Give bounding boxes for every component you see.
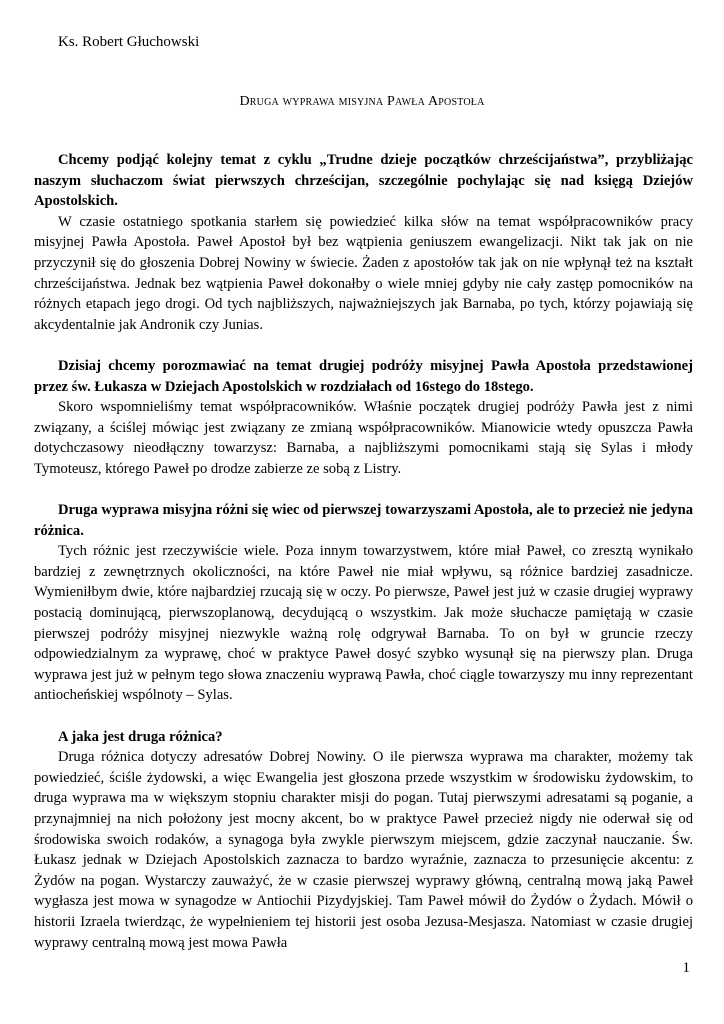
question-paragraph: Chcemy podjąć kolejny temat z cyklu „Trudne dzieje początków chrześcijaństwa”, przybliżając naszym słuchaczom świat pierwszych chrześcijan, szczególnie pochylając się nad księgą Dziejów Apostolskich. bbox=[34, 152, 693, 210]
question-paragraph: Druga wyprawa misyjna różni się wiec od pierwszej towarzyszami Apostoła, ale to przecież nie jedyna różnica. bbox=[34, 502, 693, 539]
question-paragraph: A jaka jest druga różnica? bbox=[58, 728, 223, 745]
page-number: 1 bbox=[682, 960, 690, 976]
body-paragraph: Tych różnic jest rzeczywiście wiele. Poza innym towarzystwem, które miał Paweł, co zresztą wynikało bardziej z zewnętrznych okoliczności, na które Paweł nie miał wpływu, są różnice bardziej zasadnicze. Wymieniłbym dwie, które najbardziej rzucają się w oczy. Po pierwsze, Paweł jest już w czasie drugiej wyprawy postacią dominującą, pierwszoplanową, decydującą o wszystkim. Jak może słuchacze pamiętają w czasie pierwszej podróży misyjnej niezwykle ważną rolę odgrywał Barnaba. To on był w gruncie rzeczy odpowiedzialnym za wyprawę, choć w praktyce Paweł dosyć szybko wysunął się na pierwszy plan. Druga wyprawa jest już w pełnym tego słowa znaczeniu wyprawą Pawła, choć ciągle towarzyszy mu inny reprezentant antiocheńskiej wspólnoty – Sylas. bbox=[34, 543, 693, 704]
author-name: Ks. Robert Głuchowski bbox=[58, 34, 200, 50]
body-paragraph: Skoro wspomnieliśmy temat współpracowników. Właśnie początek drugiej podróży Pawła jest z nimi związany, a ściślej mówiąc jest związany ze zmianą współpracowników. Mianowicie wtedy opuszcza Pawła dotychczasowy nieodłączny towarzysz: Barnaba, a najbliższymi pomocnikami stają się Sylas i młody Tymoteusz, którego Paweł po drodze zabierze ze sobą z Listry. bbox=[34, 399, 693, 477]
document-title: Druga wyprawa misyjna Pawła Apostoła bbox=[239, 94, 485, 109]
body-paragraph: W czasie ostatniego spotkania starłem się powiedzieć kilka słów na temat współpracowników pracy misyjnej Pawła Apostoła. Paweł Apostoł był bez wątpienia geniuszem ewangelizacji. Nikt tak jak on nie przyczynił się do głoszenia Dobrej Nowiny w świecie. Żaden z apostołów tak jak on nie wpłynął też na kształt chrześcijaństwa. Jednak bez wątpienia Paweł dokonałby o wiele mniej gdyby nie cały zastęp pomocników na różnych etapach jego drogi. Od tych najbliższych, najważniejszych jak Barnaba, po tych, którzy pojawiają się akcydentalnie jak Andronik czy Junias. bbox=[34, 213, 693, 333]
question-paragraph: Dzisiaj chcemy porozmawiać na temat drugiej podróży misyjnej Pawła Apostoła przedstawionej przez św. Łukasza w Dziejach Apostolskich w rozdziałach od 16stego do 18stego. bbox=[34, 357, 693, 395]
body-paragraph: Druga różnica dotyczy adresatów Dobrej Nowiny. O ile pierwsza wyprawa ma charakter, możemy tak powiedzieć, ściśle żydowski, a więc Ewangelia jest głoszona przede wszystkim w środowisku żydowskim, to druga wyprawa ma w większym stopniu charakter misji do pogan. Tutaj pierwszymi adresatami są poganie, a przynajmniej na nich położony jest mocny akcent, bo w praktyce Paweł przecież nigdy nie oderwał się od środowiska swoich rodaków, a synagoga była zwykle pierwszym miejscem, gdzie zaczynał nauczanie. Św. Łukasz jednak w Dziejach Apostolskich zaznacza to bardzo wyraźnie, zaznacza to przesunięcie akcentu: z Żydów na pogan. Wystarczy zauważyć, że w czasie pierwszej wyprawy główną, centralną mową jaką Paweł wygłasza jest mowa w synagodze w Antiochii Pizydyjskiej. Tam Paweł mówił do Żydów o Żydach. Mówił o historii Izraela twierdząc, że wypełnieniem tej historii jest osoba Jezusa-Mesjasza. Natomiast w czasie drugiej wyprawy centralną mową jest mowa Pawła bbox=[34, 749, 693, 951]
document-body bbox=[34, 150, 693, 953]
